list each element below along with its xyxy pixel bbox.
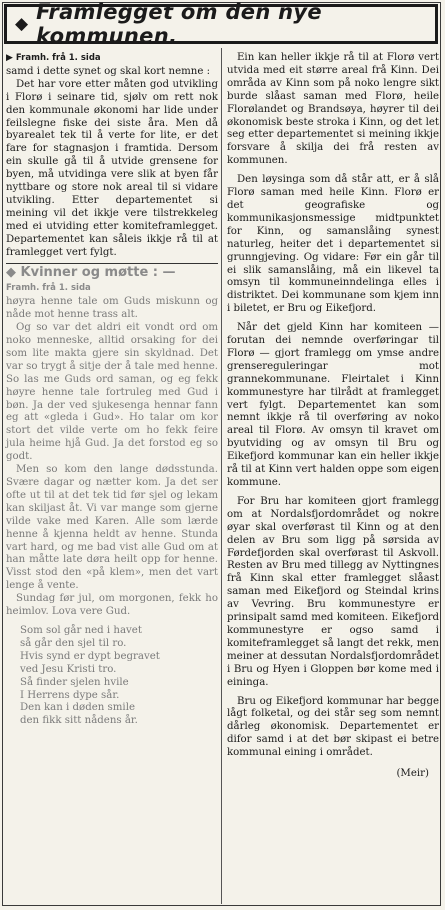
arrow-right-icon: ▶ [6, 53, 13, 63]
poem-line: ved Jesu Kristi tro. [20, 663, 117, 675]
paragraph: samd i dette synet og skal kort nemne : [6, 65, 211, 77]
right-column [227, 52, 439, 781]
poem-line: Som sol går ned i havet [20, 624, 142, 636]
paragraph: Den løysinga som då står att, er å slå Florø saman med heile Kinn. Florø er det geografiske og kommunikasjonsmessige midtpunktet for Kinn, og samanslåing synest naturleg, heiter det i departementet si grunngjeving. Og vidare: Før ein går til ei slik samanslåing, må ein likevel ta omsyn til kommuneinndelinga elles i distriktet. Dei kommunane som kjem inn i biletet, er Bru og Eikefjord. [227, 174, 439, 315]
paragraph: Sundag før jul, om morgonen, fekk ho heimlov. Lova vere Gud. [6, 593, 218, 618]
poem-line: den fikk sitt nådens år. [20, 715, 138, 727]
paragraph: Bru og Eikefjord kommunar har begge lågt folketal, og dei står seg som nemnt dårleg økonomisk. Departementet er difor samd i at det bør skipast ei betre kommunal eining i området. [227, 695, 439, 759]
diamond-icon: ◆ [15, 14, 29, 34]
paragraph: For Bru har komiteen gjort framlegg om at Nordalsfjordområdet og nokre øyar skal overførast til Kinn og at den delen av Bru som ligg på sørsida av Førdefjorden skal overførast til Askvoll. Resten av Bru med tillegg av Nyttingnes frå Kinn skal etter framlegget slåast saman med Eikefjord og Steindal krins av Vevring. Bru kommunestyre er prinsipalt samd med komiteen. Eikefjord kommunestyre er ogso samd i komiteframlegget så langt det rekk, men meiner at dessutan Nordalsfjordområdet i Bru og Hyen i Gloppen bør kome med i eininga. [227, 495, 439, 688]
paragraph: høyra henne tale om Guds miskunn og nåde mot henne trass alt. [6, 296, 218, 321]
paragraph: Det har vore etter måten god utvikling i Florø i seinare tid, sjølv om rett nok den kommunale økonomi har lide under feilslegne fiske dei siste åra. Men då byarealet tek til å verte for lite, er det fare for stagnasjon i framtida. Dersom ein skulle gå til å utvide grensene for byen, må utvidinga vere slik at byen får nyttbare og store nok areal til si vidare utvikling. Etter departementet si meining vil det ikkje vere tilstrekkeleg med ei utviding etter komiteframlegget. Departementet kan såleis ikkje rå til at framlegget vert fylgt. [6, 78, 218, 258]
headline-title: Framlegget om den nye kommunen. [36, 0, 322, 48]
poem-line: I Herrens dype sår. [20, 689, 120, 701]
second-article-headline: ◆ Kvinner og møtte : — [6, 264, 176, 280]
column-divider [221, 48, 222, 904]
paragraph: Ein kan heller ikkje rå til at Florø vert utvida med eit større areal frå Kinn. Dei områda av Kinn som på noko lengre sikt burde slåast saman med Florø, heile Florølandet og Brandsøya, høyrer til dei økonomisk beste stroka i Kinn, og det let seg etter departementet si meining ikkje forsvare å skilja dei frå resten av kommunen. [227, 52, 439, 167]
signature: (Meir) [396, 768, 429, 780]
second-article [6, 264, 218, 729]
poem-line: så går den sjel til ro. [20, 637, 127, 649]
continued-from-label: ▶ Framh. frå 1. sida [6, 53, 101, 63]
paragraph: Men so kom den lange dødsstunda. Svære dagar og nætter kom. Ja det ser ofte ut til at det tek tid før sjel og lekam kan skiljast åt. Vi var mange som gjerne vilde vake med Karen. Alle som lærde henne å kjenna heldt av henne. Stunda vart hard, og me bad vist alle Gud om at han måtte late døra heilt opp for henne. Visst stod den «på klem», men det vart lenge å vente. [6, 464, 218, 592]
left-column [6, 52, 218, 728]
headline-box [4, 0, 438, 48]
poem [6, 625, 218, 728]
continued-from-label: Framh. frå 1. sida [6, 283, 91, 294]
paragraph: Og so var det aldri eit vondt ord om noko menneske, alltid orsaking for dei som lite makta gjere sin skyldnad. Det var so trygt å sitje der å tale med henne. So las me Guds ord saman, og eg fekk høyre henne tale fortruleg med Gud i bøn. Ja der ved sjukesenga hennar fann eg att «gleda i Gud». Ho talar om kor stort det vilde verte om ho fekk feire jula heime hjå Gud. Ja det forstod eg so godt. [6, 322, 218, 463]
diamond-icon: ◆ [6, 264, 16, 280]
poem-line: Hvis synd er dypt begravet [20, 650, 160, 662]
poem-line: Den kan i døden smile [20, 702, 135, 714]
poem-line: Så finder sjelen hvile [20, 676, 129, 688]
section-divider [6, 263, 218, 264]
paragraph: Når det gjeld Kinn har komiteen — forutan dei nemnde overføringar til Florø — gjort framlegg om ymse andre grensereguleringar mot grannekommunane. Fleirtalet i Kinn kommunestyre har tilrådt at framlegget vert fylgt. Departementet kan som nemnt ikkje rå til overføring av noko areal til Florø. Av omsyn til kravet om byutviding og av omsyn til Bru og Eikefjord kommunar kan ein heller ikkje rå til at Kinn vert halden oppe som eigen kommune. [227, 322, 439, 488]
